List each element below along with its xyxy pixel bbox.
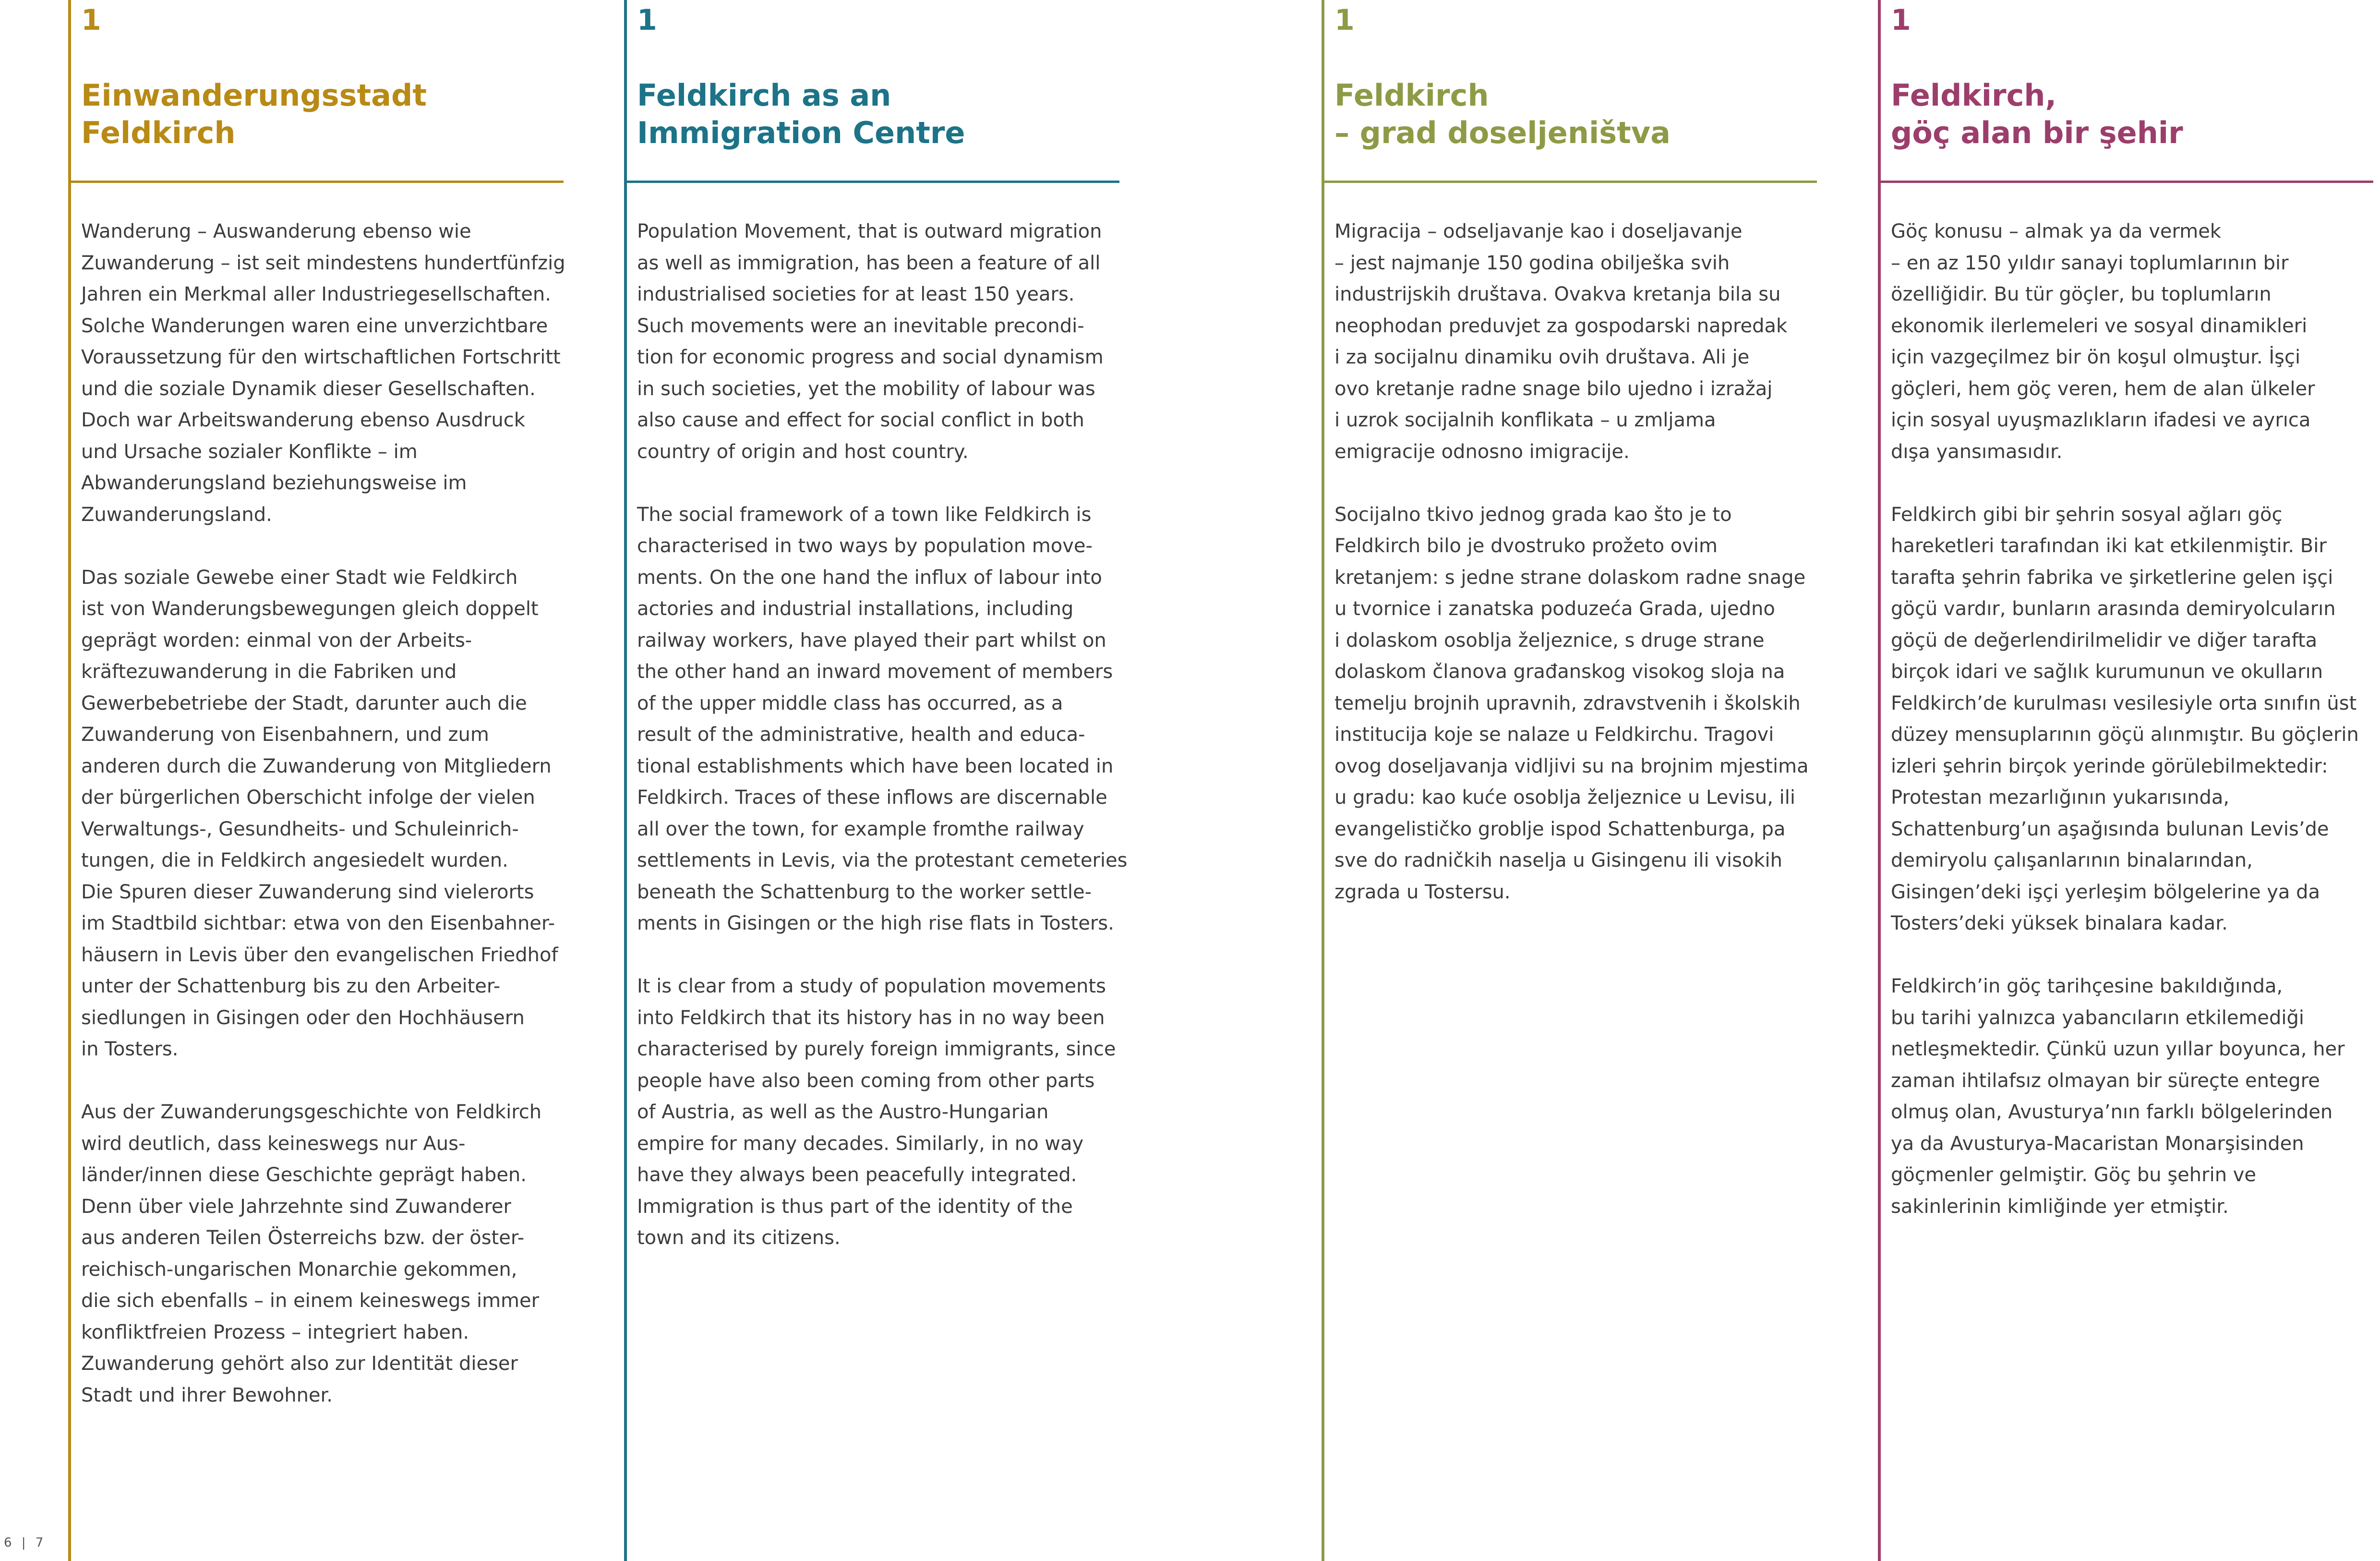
- chapter-number: 1: [1891, 3, 1911, 37]
- column-body-text: Wanderung – Auswanderung ebenso wie Zuwanderung – ist seit mindestens hundertfünfzig Jahren ein Merkmal aller Industriegesellschaften. Solche Wanderungen waren eine unverzichtbare Voraussetzung für den wirtschaftlichen Fortschritt und die soziale Dynamik dieser Gesellschaften. Doch war Arbeitswanderung ebenso Ausdruck und Ursache sozialer Konflikte – im Abwanderungsland beziehungsweise im Zuwanderungsland. Das soziale Gewebe einer Stadt wie Feldkirch ist von Wanderungsbewegungen gleich doppelt geprägt worden: einmal von der Arbeits- kräftezuwanderung in die Fabriken und Gewerbebetriebe der Stadt, darunter auch die Zuwanderung von Eisenbahnern, und zum anderen durch die Zuwanderung von Mitgliedern der bürgerlichen Oberschicht infolge der vielen Verwaltungs-, Gesundheits- und Schuleinrich- tungen, die in Feldkirch angesiedelt wurden. Die Spuren dieser Zuwanderung sind vielerorts im Stadtbild sichtbar: etwa von den Eisenbahner- häusern in Levis über den evangelischen Friedhof unter der Schattenburg bis zu den Arbeiter- siedlungen in Gisingen oder den Hochhäusern in Tosters. Aus der Zuwanderungsgeschichte von Feldkirch wird deutlich, dass keineswegs nur Aus- länder/innen diese Geschichte geprägt haben. Denn über viele Jahrzehnte sind Zuwanderer aus anderen Teilen Österreichs bzw. der öster- reichisch-ungarischen Monarchie gekommen, die sich ebenfalls – in einem keineswegs immer konfliktfreien Prozess – integriert haben. Zuwanderung gehört also zur Identität dieser Stadt und ihrer Bewohner.: [81, 220, 565, 1406]
- column-title: Feldkirch as an Immigration Centre: [637, 78, 965, 150]
- column-body-text: Population Movement, that is outward migration as well as immigration, has been a feature of all industrialised societies for at least 150 years. Such movements were an inevitable precondi- tion for economic progress and social dynamism in such societies, yet the mobility of labour was also cause and effect for social conflict in both country of origin and host country. The social framework of a town like Feldkirch is characterised in two ways by population move- ments. On the one hand the influx of labour into actories and industrial installations, including railway workers, have played their part whilst on the other hand an inward movement of members of the upper middle class has occurred, as a result of the administrative, health and educa- tional establishments which have been located in Feldkirch. Traces of these inflows are discernable all over the town, for example fromthe railway settlements in Levis, via the protestant cemeteries beneath the Schattenburg to the worker settle- ments in Gisingen or the high rise flats in Tosters. It is clear from a study of population movements into Feldkirch that its history has in no way been characterised by purely foreign immigrants, since people have also been coming from other parts of Austria, as well as the Austro-Hungarian empire for many decades. Similarly, in no way have they always been peacefully integrated. Immigration is thus part of the identity of the town and its citizens.: [637, 220, 1128, 1249]
- title-underline: [624, 181, 1119, 183]
- title-underline: [1322, 181, 1817, 183]
- column-german: [68, 0, 567, 1561]
- column-body-text: Migracija – odseljavanje kao i doseljavanje – jest najmanje 150 godina obilješka svih industrijskih društava. Ovakva kretanja bila su neophodan preduvjet za gospodarski napredak i za socijalnu dinamiku ovih društava. Ali je ovo kretanje radne snage bilo ujedno i izražaj i uzrok socijalnih konflikata – u zmljama emigracije odnosno imigracije. Socijalno tkivo jednog grada kao što je to Feldkirch bilo je dvostruko prožeto ovim kretanjem: s jedne strane dolaskom radne snage u tvornice i zanatska poduzeća Grada, ujedno i dolaskom osoblja željeznice, s druge strane dolaskom članova građanskog visokog sloja na temelju brojnih upravnih, zdravstvenih i školskih institucija koje se nalaze u Feldkirchu. Tragovi ovog doseljavanja vidljivi su na brojnim mjestima u gradu: kao kuće osoblja željeznice u Levisu, ili evangelističko groblje ispod Schattenburga, pa sve do radničkih naselja u Gisingenu ili visokih zgrada u Tostersu.: [1334, 220, 1809, 903]
- column-english: [624, 0, 1128, 1561]
- column-rule-vertical: [624, 0, 627, 1561]
- column-croatian: [1322, 0, 1821, 1561]
- column-rule-vertical: [1322, 0, 1324, 1561]
- column-rule-vertical: [1878, 0, 1881, 1561]
- chapter-number: 1: [1334, 3, 1355, 37]
- column-body-text: Göç konusu – almak ya da vermek – en az 150 yıldır sanayi toplumlarının bir özelliğidir. Bu tür göçler, bu toplumların ekonomik ilerlemeleri ve sosyal dinamikleri için vazgeçilmez bir ön koşul olmuştur. İşçi göçleri, hem göç veren, hem de alan ülkeler için sosyal uyuşmazlıkların ifadesi ve ayrıca dışa yansımasıdır. Feldkirch gibi bir şehrin sosyal ağları göç hareketleri tarafından iki kat etkilenmiştir. Bir tarafta şehrin fabrika ve şirketlerine gelen işçi göçü vardır, bunların arasında demiryolcuların göçü de değerlendirilmelidir ve diğer tarafta birçok idari ve sağlık kurumunun ve okulların Feldkirch’de kurulması vesilesiyle orta sınıfın üst düzey mensuplarının göçü alınmıştır. Bu göçlerin izleri şehrin birçok yerinde görülebilmektedir: Protestan mezarlığının yukarısında, Schattenburg’un aşağısında bulunan Levis’de demiryolu çalışanlarının binalarından, Gisingen’deki işçi yerleşim bölgelerine ya da Tosters’deki yüksek binalara kadar. Feldkirch’in göç tarihçesine bakıldığında, bu tarihi yalnızca yabancıların etkilemediği netleşmektedir. Çünkü uzun yıllar boyunca, her zaman ihtilafsız olmayan bir süreçte entegre olmuş olan, Avusturya’nın farklı bölgelerinden ya da Avusturya-Macaristan Monarşisinden göçmenler gelmiştir. Göç bu şehrin ve sakinlerinin kimliğinde yer etmiştir.: [1891, 220, 2359, 1218]
- column-title: Feldkirch, göç alan bir şehir: [1891, 78, 2183, 150]
- page-number: 6 | 7: [4, 1536, 47, 1550]
- column-title: Einwanderungsstadt Feldkirch: [81, 78, 427, 150]
- column-rule-vertical: [68, 0, 71, 1561]
- column-turkish: [1878, 0, 2377, 1561]
- chapter-number: 1: [81, 3, 101, 37]
- chapter-number: 1: [637, 3, 657, 37]
- title-underline: [1878, 181, 2373, 183]
- column-title: Feldkirch – grad doseljeništva: [1334, 78, 1671, 150]
- title-underline: [68, 181, 564, 183]
